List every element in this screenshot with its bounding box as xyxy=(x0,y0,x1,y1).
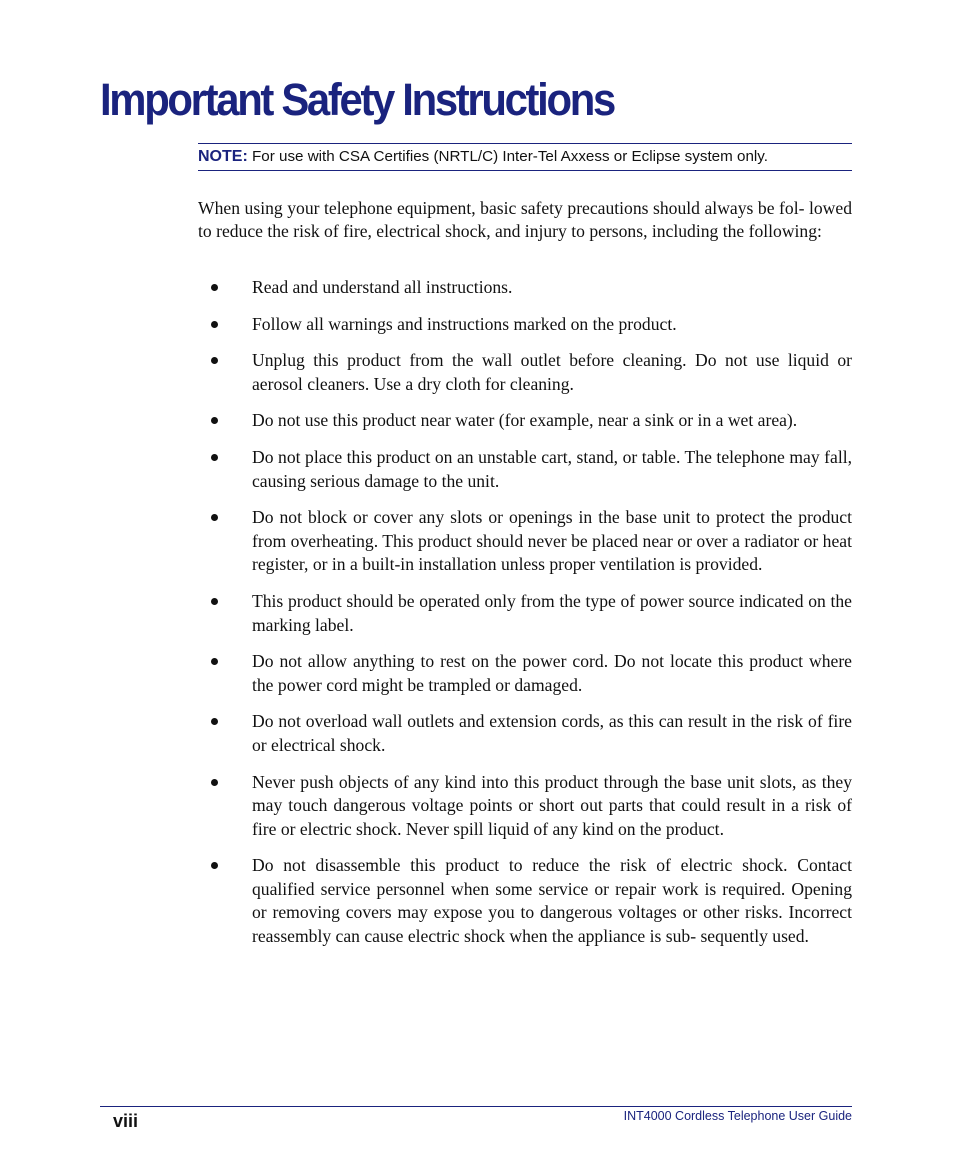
list-item-text: Follow all warnings and instructions marked on the product. xyxy=(252,313,677,334)
bullet-icon xyxy=(211,514,218,521)
bullet-icon xyxy=(211,454,218,461)
bullet-icon xyxy=(211,779,218,786)
bullet-icon xyxy=(211,598,218,605)
list-item xyxy=(198,409,852,433)
list-item-text: This product should be operated only from the type of power source indicated on the marking label. xyxy=(252,590,852,635)
list-item-text: Do not use this product near water (for example, near a sink or in a wet area). xyxy=(252,410,798,431)
list-item-text: Do not allow anything to rest on the power cord. Do not locate this product where the power cord might be trampled or damaged. xyxy=(252,651,852,695)
list-item xyxy=(198,506,852,577)
list-item-text: Never push objects of any kind into this product through the base unit slots, as they may touch dangerous voltage points or short out parts that could result in a risk of fire or electric shock. Never spill liquid of any kind on the product. xyxy=(252,771,852,839)
list-item xyxy=(198,313,852,337)
list-item xyxy=(198,349,852,396)
note-text: For use with CSA Certifies (NRTL/C) Inter-Tel Axxess or Eclipse system only. xyxy=(247,148,768,165)
list-item xyxy=(198,650,852,697)
note-box xyxy=(198,143,852,171)
list-item-text: Read and understand all instructions. xyxy=(252,277,513,297)
list-item xyxy=(198,771,852,842)
bullet-icon xyxy=(211,862,218,869)
page-title: Important Safety Instructions xyxy=(100,74,614,125)
guide-title: INT4000 Cordless Telephone User Guide xyxy=(623,1109,852,1123)
bullet-icon xyxy=(211,321,218,328)
list-item xyxy=(198,854,852,948)
list-item-text: Unplug this product from the wall outlet before cleaning. Do not use liquid or aerosol cleaners. Use a dry cloth for cleaning. xyxy=(252,350,852,394)
list-item-text: Do not block or cover any slots or openings in the base unit to protect the product from overheating. This product should never be placed near or over a radiator or heat register, or in a built-in installation unless proper ventilation is provided. xyxy=(252,507,852,575)
intro-paragraph: When using your telephone equipment, basic safety precautions should always be fol- lowed to reduce the risk of fire, electrical shock, and injury to persons, including the following: xyxy=(198,198,852,242)
list-item-text: Do not disassemble this product to reduce the risk of electric shock. Contact qualified service personnel when some service or repair work is required. Opening or removing covers may expose you to dangerous voltages or other risks. Incorrect reassembly can cause electric shock when the appliance is sub- sequently used. xyxy=(252,855,852,947)
list-item xyxy=(198,276,852,300)
bullet-icon xyxy=(211,357,218,364)
bullet-icon xyxy=(211,718,218,725)
list-item-text: Do not place this product on an unstable cart, stand, or table. The telephone may fall, causing serious damage to the unit. xyxy=(252,446,852,491)
safety-list xyxy=(198,276,852,962)
list-item xyxy=(198,446,852,493)
bullet-icon xyxy=(211,658,218,665)
page-number: viii xyxy=(113,1111,139,1131)
list-item xyxy=(198,710,852,757)
bullet-icon xyxy=(211,284,218,291)
footer-divider xyxy=(100,1106,852,1107)
note-label: NOTE: xyxy=(198,148,248,165)
list-item xyxy=(198,590,852,637)
bullet-icon xyxy=(211,417,218,424)
list-item-text: Do not overload wall outlets and extension cords, as this can result in the risk of fire or electrical shock. xyxy=(252,711,852,755)
